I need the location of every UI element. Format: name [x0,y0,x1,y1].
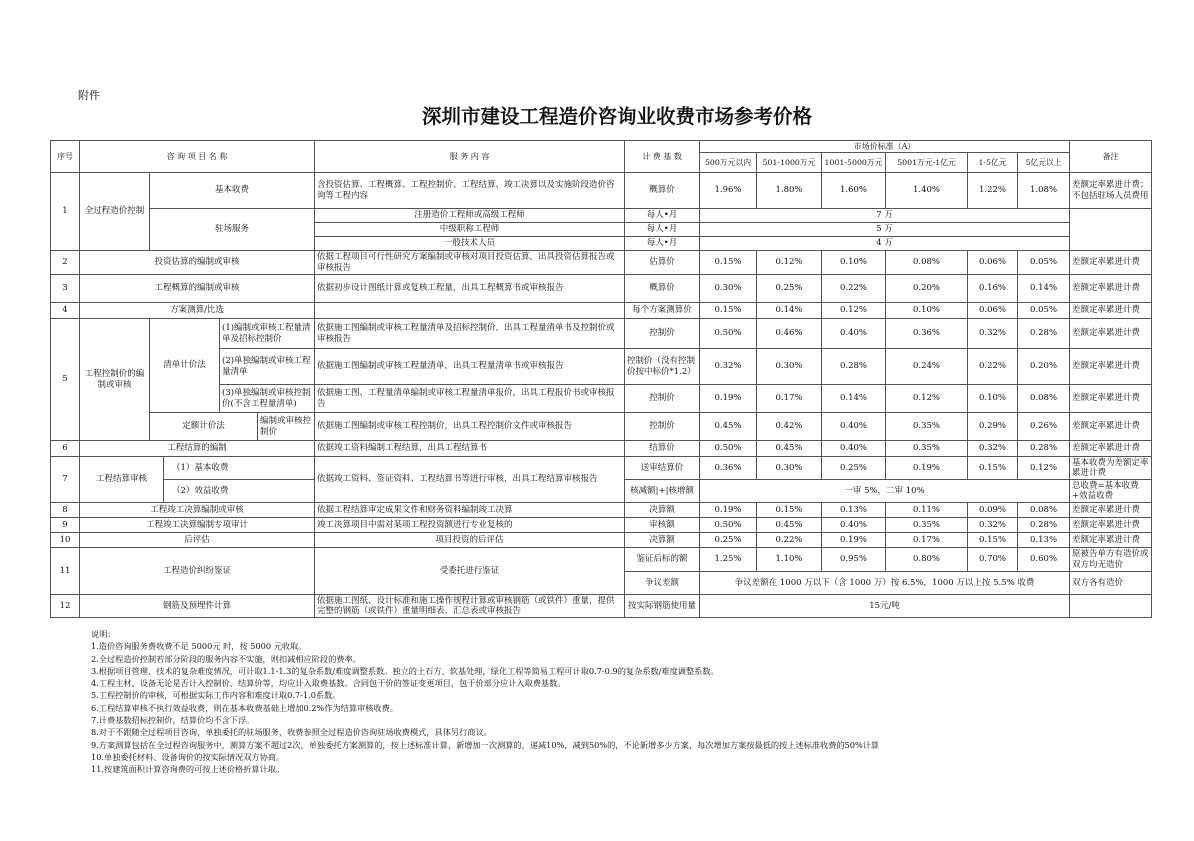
row-4-service [315,303,625,319]
row-11-appraised-remark: 原被告单方有造价或双方均无造价 [1070,548,1152,572]
row-11-appraised-rate-5: 0.70% [968,548,1018,572]
row-8-name: 工程竣工决算编制或审核 [80,503,315,518]
row-12-base: 按实际钢筋使用量 [625,595,700,618]
row-3-service: 依据初步设计图纸计算或复核工程量，出具工程概算书或审核报告 [315,275,625,303]
col-header-tier-3: 1001-5000万元 [822,153,886,173]
row-12-name: 钢筋及预埋件计算 [80,595,315,618]
row-5-item-1-name: (1)编制或审核工程量清单及招标控制价 [220,319,315,349]
note-item-3: 3.根据项目管理、技术的复杂难度情况，可计取1.1-1.3的复杂系数/难度调整系数。独立的土石方、软基处理，绿化工程等简易工程可计取0.7-0.9的复杂系数/难度调整系数。 [91,665,719,676]
note-item-1: 1.造价咨询服务费收费不足 5000元 时，按 5000 元收取。 [91,641,307,652]
row-10-base: 决算额 [625,533,700,548]
row-5-quota-method: 定额计价法 [150,413,258,441]
row-1-basic-rate-6: 1.08% [1018,173,1070,209]
row-5-item-3-rate-1: 0.19% [700,385,757,413]
row-2-rate-6: 0.05% [1018,251,1070,275]
row-7-basic-name: （1）基本收费 [164,457,315,480]
row-8-rate-1: 0.19% [700,503,757,518]
col-header-seq: 序号 [51,141,80,173]
row-5-item-4-name: 编制或审核控制价 [258,413,315,441]
row-5-item-3-service: 依据施工图、工程量清单编制或审核工程量清单报价，出具工程报价书或审核报告 [315,385,625,413]
row-5-list-method: 清单计价法 [150,319,220,413]
row-10-rate-4: 0.17% [886,533,968,548]
row-4-rate-2: 0.14% [757,303,822,319]
row-9-remark: 差额定率累进计费 [1070,518,1152,533]
notes-heading: 说明： [91,629,116,639]
table-row [51,275,1152,303]
row-8-seq: 8 [51,503,80,518]
row-2-rate-1: 0.15% [700,251,757,275]
row-6-name: 工程结算的编制 [80,441,315,457]
header-row [51,141,1152,153]
row-11-appraised-rate-6: 0.60% [1018,548,1070,572]
row-5-item-3-rate-2: 0.17% [757,385,822,413]
row-12-seq: 12 [51,595,80,618]
row-5-item-1-service: 依据施工图编制或审核工程量清单及招标控制价，出具工程量清单书及控制价或审核报告 [315,319,625,349]
row-3-rate-1: 0.30% [700,275,757,303]
col-header-tier-6: 5亿元以上 [1018,153,1070,173]
row-5-item-2-rate-5: 0.22% [968,349,1018,385]
row-6-seq: 6 [51,441,80,457]
row-8-rate-4: 0.11% [886,503,968,518]
col-header-tier-4: 5001万元-1亿元 [886,153,968,173]
col-header-tier-5: 1-5亿元 [968,153,1018,173]
row-7-basic-rate-5: 0.15% [968,457,1018,480]
row-7-benefit-rate: 一审 5%，二审 10% [700,480,1070,503]
row-1-basic-rate-5: 1.22% [968,173,1018,209]
table-row [51,595,1152,618]
row-1-onsite-role-2: 中级职称工程师 [315,223,625,237]
row-6-base: 结算价 [625,441,700,457]
row-4-rate-6: 0.05% [1018,303,1070,319]
table-row [51,518,1152,533]
col-header-service: 服 务 内 容 [315,141,625,173]
row-7-seq: 7 [51,457,80,503]
row-10-service: 项目投资的后评估 [315,533,625,548]
row-12-remark [1070,595,1152,618]
row-5-seq: 5 [51,319,80,441]
row-3-rate-3: 0.22% [822,275,886,303]
table-row [51,413,1152,441]
row-5-name: 工程控制价的编制或审核 [80,319,150,441]
row-11-appraised-rate-2: 1.10% [757,548,822,572]
row-5-item-2-service: 依据施工图编制或审核工程量清单，出具工程量清单书或审核报告 [315,349,625,385]
row-5-item-2-name: (2)单独编制或审核工程量清单 [220,349,315,385]
row-6-rate-6: 0.28% [1018,441,1070,457]
row-7-basic-rate-3: 0.25% [822,457,886,480]
note-item-5: 5.工程控制价的审核，可根据实际工作内容和难度计取0.7-1.0系数。 [91,690,341,701]
note-item-6: 6.工程结算审核不执行效益收费，则在基本收费基础上增加0.2%作为结算审核收费。 [91,702,398,713]
row-7-service: 依据竣工资料、签证资料、工程结算书等进行审核，出具工程结算审核报告 [315,457,625,503]
col-header-name: 咨 询 项 目 名 称 [80,141,315,173]
row-3-name: 工程概算的编制或审核 [80,275,315,303]
row-11-seq: 11 [51,548,80,595]
row-9-rate-2: 0.45% [757,518,822,533]
row-8-rate-2: 0.15% [757,503,822,518]
row-1-onsite-role-3: 一般技术人员 [315,237,625,251]
row-3-base: 概算价 [625,275,700,303]
row-10-rate-6: 0.13% [1018,533,1070,548]
row-5-item-4-rate-2: 0.42% [757,413,822,441]
row-1-basic-base: 概算价 [625,173,700,209]
col-header-base: 计 费 基 数 [625,141,700,173]
row-5-item-4-rate-3: 0.40% [822,413,886,441]
row-5-item-2-remark: 差额定率累进计费 [1070,349,1152,385]
row-5-item-2-rate-4: 0.24% [886,349,968,385]
row-8-remark: 差额定率累进计费 [1070,503,1152,518]
row-9-rate-5: 0.32% [968,518,1018,533]
row-11-name: 工程造价纠纷鉴证 [80,548,315,595]
table-row [51,533,1152,548]
table-row [51,209,1152,223]
note-item-7: 7.计费基数招标控制价，结算价均不含下浮。 [91,715,255,726]
row-1-onsite-remark [1070,209,1152,251]
col-header-market-standard: 市场价标准（A） [700,141,1070,153]
note-item-9: 9.方案测算包括在全过程咨询服务中，测算方案不超过2次。单独委托方案测算的，按上述标准计算，新增加一次测算的，递减10%，减到50%的，不论新增多少方案，每次增加方案按最低的按上述标准收费的50%计算 [91,739,880,750]
row-2-rate-2: 0.12% [757,251,822,275]
note-item-8: 8.对于不跟随全过程项目咨询，单独委托的驻场服务，收费参照全过程造价咨询驻场收费模式，具体另行商议。 [91,727,492,738]
row-7-basic-rate-4: 0.19% [886,457,968,480]
note-item-2: 2.全过程造价控制若部分阶段的服务内容不实施，则扣减相应阶段的费率。 [91,653,361,664]
row-4-rate-4: 0.10% [886,303,968,319]
fee-table-body [51,141,1152,618]
row-1-basic-name: 基本收费 [150,173,315,209]
row-5-item-4-service: 依据施工图编制或审核工程控制价，出具工程控制价文件或审核报告 [315,413,625,441]
row-5-item-2-rate-2: 0.30% [757,349,822,385]
row-5-item-1-rate-5: 0.32% [968,319,1018,349]
row-5-item-3-rate-5: 0.10% [968,385,1018,413]
row-5-item-4-remark: 差额定率累进计费 [1070,413,1152,441]
row-9-rate-6: 0.28% [1018,518,1070,533]
row-7-benefit-base: 核减额|+|核增额 [625,480,700,503]
table-row [51,548,1152,572]
row-5-item-3-rate-3: 0.14% [822,385,886,413]
row-3-rate-4: 0.20% [886,275,968,303]
row-7-benefit-name: （2）效益收费 [164,480,315,503]
row-8-service: 依据工程结算审定成果文件和财务资料编制竣工决算 [315,503,625,518]
row-9-rate-3: 0.40% [822,518,886,533]
row-2-name: 投资估算的编制或审核 [80,251,315,275]
row-5-item-4-rate-6: 0.26% [1018,413,1070,441]
row-11-appraised-base: 鉴证后标的额 [625,548,700,572]
row-1-onsite-price-2: 5 万 [700,223,1070,237]
row-10-rate-2: 0.22% [757,533,822,548]
row-11-dispute-remark: 双方各有造价 [1070,572,1152,595]
attachment-label: 附件 [78,89,100,102]
table-row [51,319,1152,349]
fee-table [50,140,1152,618]
row-4-name: 方案测算/比选 [80,303,315,319]
row-8-rate-6: 0.08% [1018,503,1070,518]
row-1-onsite-base-2: 每人•月 [625,223,700,237]
row-5-item-3-base: 控制价 [625,385,700,413]
row-10-rate-5: 0.15% [968,533,1018,548]
row-10-rate-1: 0.25% [700,533,757,548]
row-5-item-3-rate-4: 0.12% [886,385,968,413]
row-2-rate-3: 0.10% [822,251,886,275]
page-title: 深圳市建设工程造价咨询业收费市场参考价格 [421,105,812,128]
row-1-basic-rate-1: 1.96% [700,173,757,209]
col-header-tier-2: 501-1000万元 [757,153,822,173]
row-3-rate-2: 0.25% [757,275,822,303]
row-1-onsite-price-1: 7 万 [700,209,1070,223]
row-1-onsite-base-1: 每人•月 [625,209,700,223]
row-1-seq: 1 [51,173,80,251]
row-7-basic-remark: 基本收费为差额定率累进计费 [1070,457,1152,480]
row-6-rate-2: 0.45% [757,441,822,457]
col-header-remark: 备注 [1070,141,1152,173]
row-5-item-1-rate-3: 0.40% [822,319,886,349]
row-5-item-1-rate-6: 0.28% [1018,319,1070,349]
row-9-seq: 9 [51,518,80,533]
row-1-basic-rate-4: 1.40% [886,173,968,209]
row-2-remark: 差额定率累进计费 [1070,251,1152,275]
row-5-item-1-remark: 差额定率累进计费 [1070,319,1152,349]
row-8-base: 决算额 [625,503,700,518]
row-1-basic-service: 含投资估算、工程概算、工程控制价、工程结算、竣工决算以及实施阶段造价咨询等工程内容 [315,173,625,209]
row-7-basic-base: 送审结算价 [625,457,700,480]
notes-section [91,628,879,776]
row-5-item-1-rate-2: 0.46% [757,319,822,349]
row-5-item-1-rate-1: 0.50% [700,319,757,349]
row-3-rate-5: 0.16% [968,275,1018,303]
row-12-service: 依据施工图纸、设计标准和施工操作规程计算或审核钢筋（或铁件）重量，提供完整的钢筋（或铁件）重量明细表、汇总表或审核报告 [315,595,625,618]
row-5-item-4-base: 控制价 [625,413,700,441]
row-1-basic-rate-2: 1.80% [757,173,822,209]
row-7-basic-rate-6: 0.12% [1018,457,1070,480]
row-6-remark: 差额定率累进计费 [1070,441,1152,457]
row-9-base: 审核额 [625,518,700,533]
row-6-rate-5: 0.32% [968,441,1018,457]
note-item-11: 11.按建筑面积计算咨询费的可按上述价格折算计取。 [91,764,285,775]
row-11-dispute-base: 争议差额 [625,572,700,595]
row-4-remark: 差额定率累进计费 [1070,303,1152,319]
row-5-item-1-rate-4: 0.36% [886,319,968,349]
row-10-seq: 10 [51,533,80,548]
row-7-benefit-remark: 总收费=基本收费+效益收费 [1070,480,1152,503]
row-5-item-2-rate-6: 0.20% [1018,349,1070,385]
row-4-seq: 4 [51,303,80,319]
row-11-dispute-rate: 争议差额在 1000 万以下（含 1000 万）按 6.5%，1000 万以上按 5.5% 收费 [700,572,1070,595]
col-header-tier-1: 500万元以内 [700,153,757,173]
row-4-rate-3: 0.12% [822,303,886,319]
row-8-rate-3: 0.13% [822,503,886,518]
row-8-rate-5: 0.09% [968,503,1018,518]
row-5-item-4-rate-4: 0.35% [886,413,968,441]
row-1-onsite-price-3: 4 万 [700,237,1070,251]
row-5-item-2-rate-1: 0.32% [700,349,757,385]
row-3-rate-6: 0.14% [1018,275,1070,303]
row-10-remark: 差额定率累进计费 [1070,533,1152,548]
note-item-4: 4.工程主材、设备无论是否计入控制价、结算价等，均应计入取费基数。合同包干价的签证变更项目，包干价部分应计入取费基数。 [91,678,566,689]
row-6-rate-4: 0.35% [886,441,968,457]
row-2-seq: 2 [51,251,80,275]
row-12-price: 15元/吨 [700,595,1070,618]
row-3-seq: 3 [51,275,80,303]
row-4-base: 每个方案测算价 [625,303,700,319]
table-row [51,251,1152,275]
row-9-name: 工程竣工决算编制专项审计 [80,518,315,533]
row-10-name: 后评估 [80,533,315,548]
row-9-rate-1: 0.50% [700,518,757,533]
row-1-basic-rate-3: 1.60% [822,173,886,209]
row-2-service: 依据工程项目可行性研究方案编制或审核对项目投资估算，出具投资估算报告或审核报告 [315,251,625,275]
row-5-item-2-base: 控制价（没有控制价按中标价*1.2） [625,349,700,385]
note-item-10: 10.单独委托材料、设备询价的按实际情况双方协商。 [91,751,285,762]
table-row [51,303,1152,319]
row-2-rate-5: 0.06% [968,251,1018,275]
row-6-service: 依据竣工资料编制工程结算，出具工程结算书 [315,441,625,457]
row-7-basic-rate-2: 0.30% [757,457,822,480]
table-row [51,457,1152,480]
row-7-basic-rate-1: 0.36% [700,457,757,480]
row-5-item-2-rate-3: 0.28% [822,349,886,385]
row-1-name: 全过程造价控制 [80,173,150,251]
row-2-rate-4: 0.08% [886,251,968,275]
row-11-service: 受委托进行鉴证 [315,548,625,595]
row-5-item-3-remark: 差额定率累进计费 [1070,385,1152,413]
row-5-item-4-rate-1: 0.45% [700,413,757,441]
table-row [51,173,1152,209]
row-5-item-4-rate-5: 0.29% [968,413,1018,441]
row-6-rate-1: 0.50% [700,441,757,457]
row-1-basic-remark: 差额定率累进计费；不包括驻场人员费用 [1070,173,1152,209]
row-4-rate-5: 0.06% [968,303,1018,319]
row-5-item-3-rate-6: 0.08% [1018,385,1070,413]
table-row [51,503,1152,518]
row-5-item-1-base: 控制价 [625,319,700,349]
row-1-onsite-base-3: 每人•月 [625,237,700,251]
row-6-rate-3: 0.40% [822,441,886,457]
row-3-remark: 差额定率累进计费 [1070,275,1152,303]
row-1-onsite-role-1: 注册造价工程师或高级工程师 [315,209,625,223]
row-2-base: 估算价 [625,251,700,275]
row-1-onsite-name: 驻场服务 [150,209,315,251]
table-row [51,441,1152,457]
row-4-rate-1: 0.15% [700,303,757,319]
row-7-name: 工程结算审核 [80,457,164,503]
row-11-appraised-rate-3: 0.95% [822,548,886,572]
row-9-rate-4: 0.35% [886,518,968,533]
row-11-appraised-rate-4: 0.80% [886,548,968,572]
row-10-rate-3: 0.19% [822,533,886,548]
row-11-appraised-rate-1: 1.25% [700,548,757,572]
row-5-item-3-name: (3)单独编制或审核控制价(不含工程量清单) [220,385,315,413]
row-9-service: 竣工决算项目中需对某项工程投资额进行专业复核的 [315,518,625,533]
